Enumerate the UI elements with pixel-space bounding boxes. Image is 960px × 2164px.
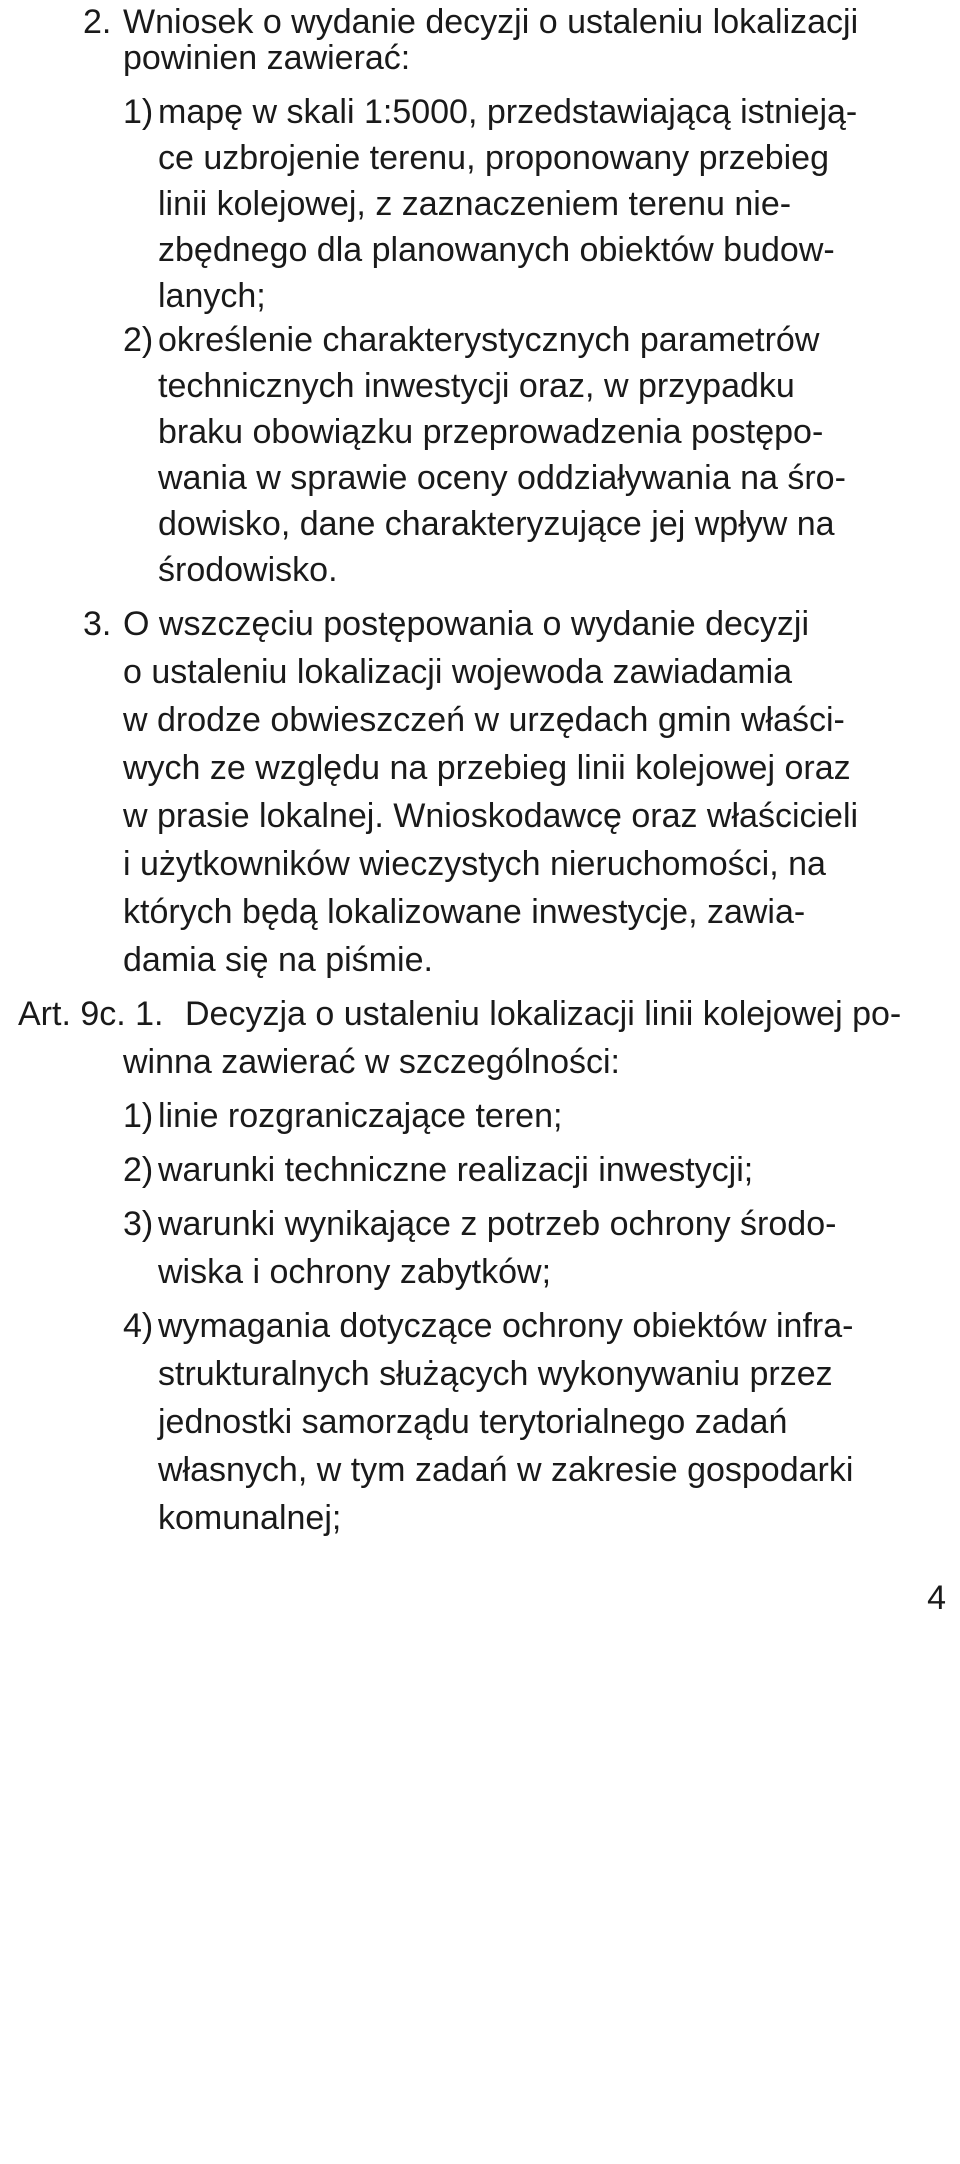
article-9c-item-3-line-2: wiska i ochrony zabytków;: [158, 1253, 552, 1291]
section-2-number: 2.: [83, 3, 112, 41]
page-number: 4: [927, 1579, 946, 1617]
article-9c-item-3-line-1: warunki wynikające z potrzeb ochrony środo-: [158, 1205, 837, 1243]
section-2-item-2-label: 2): [123, 321, 154, 359]
section-2-item-1-line-3: linii kolejowej, z zaznaczeniem terenu nie-: [158, 185, 792, 223]
article-9c-item-4-label: 4): [123, 1307, 154, 1345]
section-2-item-1-line-4: zbędnego dla planowanych obiektów budow-: [158, 231, 835, 269]
section-3-line-2: o ustaleniu lokalizacji wojewoda zawiadamia: [123, 653, 793, 691]
section-3-line-8: damia się na piśmie.: [123, 941, 433, 979]
section-2-item-1-label: 1): [123, 93, 154, 131]
section-2-item-2-line-2: technicznych inwestycji oraz, w przypadku: [158, 367, 795, 405]
section-2-item-2-line-6: środowisko.: [158, 551, 338, 589]
section-2-item-1-line-1: mapę w skali 1:5000, przedstawiającą istnieją-: [158, 93, 858, 131]
article-9c-item-2-label: 2): [123, 1151, 154, 1189]
section-3-line-7: których będą lokalizowane inwestycje, zawia-: [123, 893, 806, 931]
section-3-line-6: i użytkowników wieczystych nieruchomości, na: [123, 845, 826, 883]
article-9c-item-4-line-1: wymagania dotyczące ochrony obiektów infra-: [158, 1307, 854, 1345]
article-9c-item-4-line-2: strukturalnych służących wykonywaniu przez: [158, 1355, 833, 1393]
section-3-line-5: w prasie lokalnej. Wnioskodawcę oraz właścicieli: [123, 797, 859, 835]
article-9c-line-1: Decyzja o ustaleniu lokalizacji linii kolejowej po-: [185, 995, 902, 1033]
section-3-number: 3.: [83, 605, 112, 643]
section-3-line-1: O wszczęciu postępowania o wydanie decyzji: [123, 605, 810, 643]
section-2-item-1-line-5: lanych;: [158, 277, 266, 315]
article-9c-item-2-line-1: warunki techniczne realizacji inwestycji;: [158, 1151, 754, 1189]
article-9c-item-1-line-1: linie rozgraniczające teren;: [158, 1097, 563, 1135]
article-9c-line-2: winna zawierać w szczególności:: [123, 1043, 620, 1081]
article-9c-item-3-label: 3): [123, 1205, 154, 1243]
section-2-line-1: Wniosek o wydanie decyzji o ustaleniu lokalizacji: [123, 3, 859, 41]
article-9c-item-4-line-4: własnych, w tym zadań w zakresie gospodarki: [158, 1451, 854, 1489]
section-2-item-1-line-2: ce uzbrojenie terenu, proponowany przebieg: [158, 139, 830, 177]
section-3-line-4: wych ze względu na przebieg linii kolejowej oraz: [123, 749, 851, 787]
article-9c-item-4-line-5: komunalnej;: [158, 1499, 342, 1537]
section-2-item-2-line-4: wania w sprawie oceny oddziaływania na śro-: [158, 459, 846, 497]
article-9c-label: Art. 9c. 1.: [18, 995, 164, 1033]
section-2-item-2-line-1: określenie charakterystycznych parametrów: [158, 321, 820, 359]
article-9c-item-4-line-3: jednostki samorządu terytorialnego zadań: [158, 1403, 788, 1441]
article-9c-item-1-label: 1): [123, 1097, 154, 1135]
section-3-line-3: w drodze obwieszczeń w urzędach gmin właści-: [123, 701, 845, 739]
section-2-item-2-line-3: braku obowiązku przeprowadzenia postępo-: [158, 413, 824, 451]
section-2-item-2-line-5: dowisko, dane charakteryzujące jej wpływ na: [158, 505, 835, 543]
section-2-line-2: powinien zawierać:: [123, 39, 411, 77]
